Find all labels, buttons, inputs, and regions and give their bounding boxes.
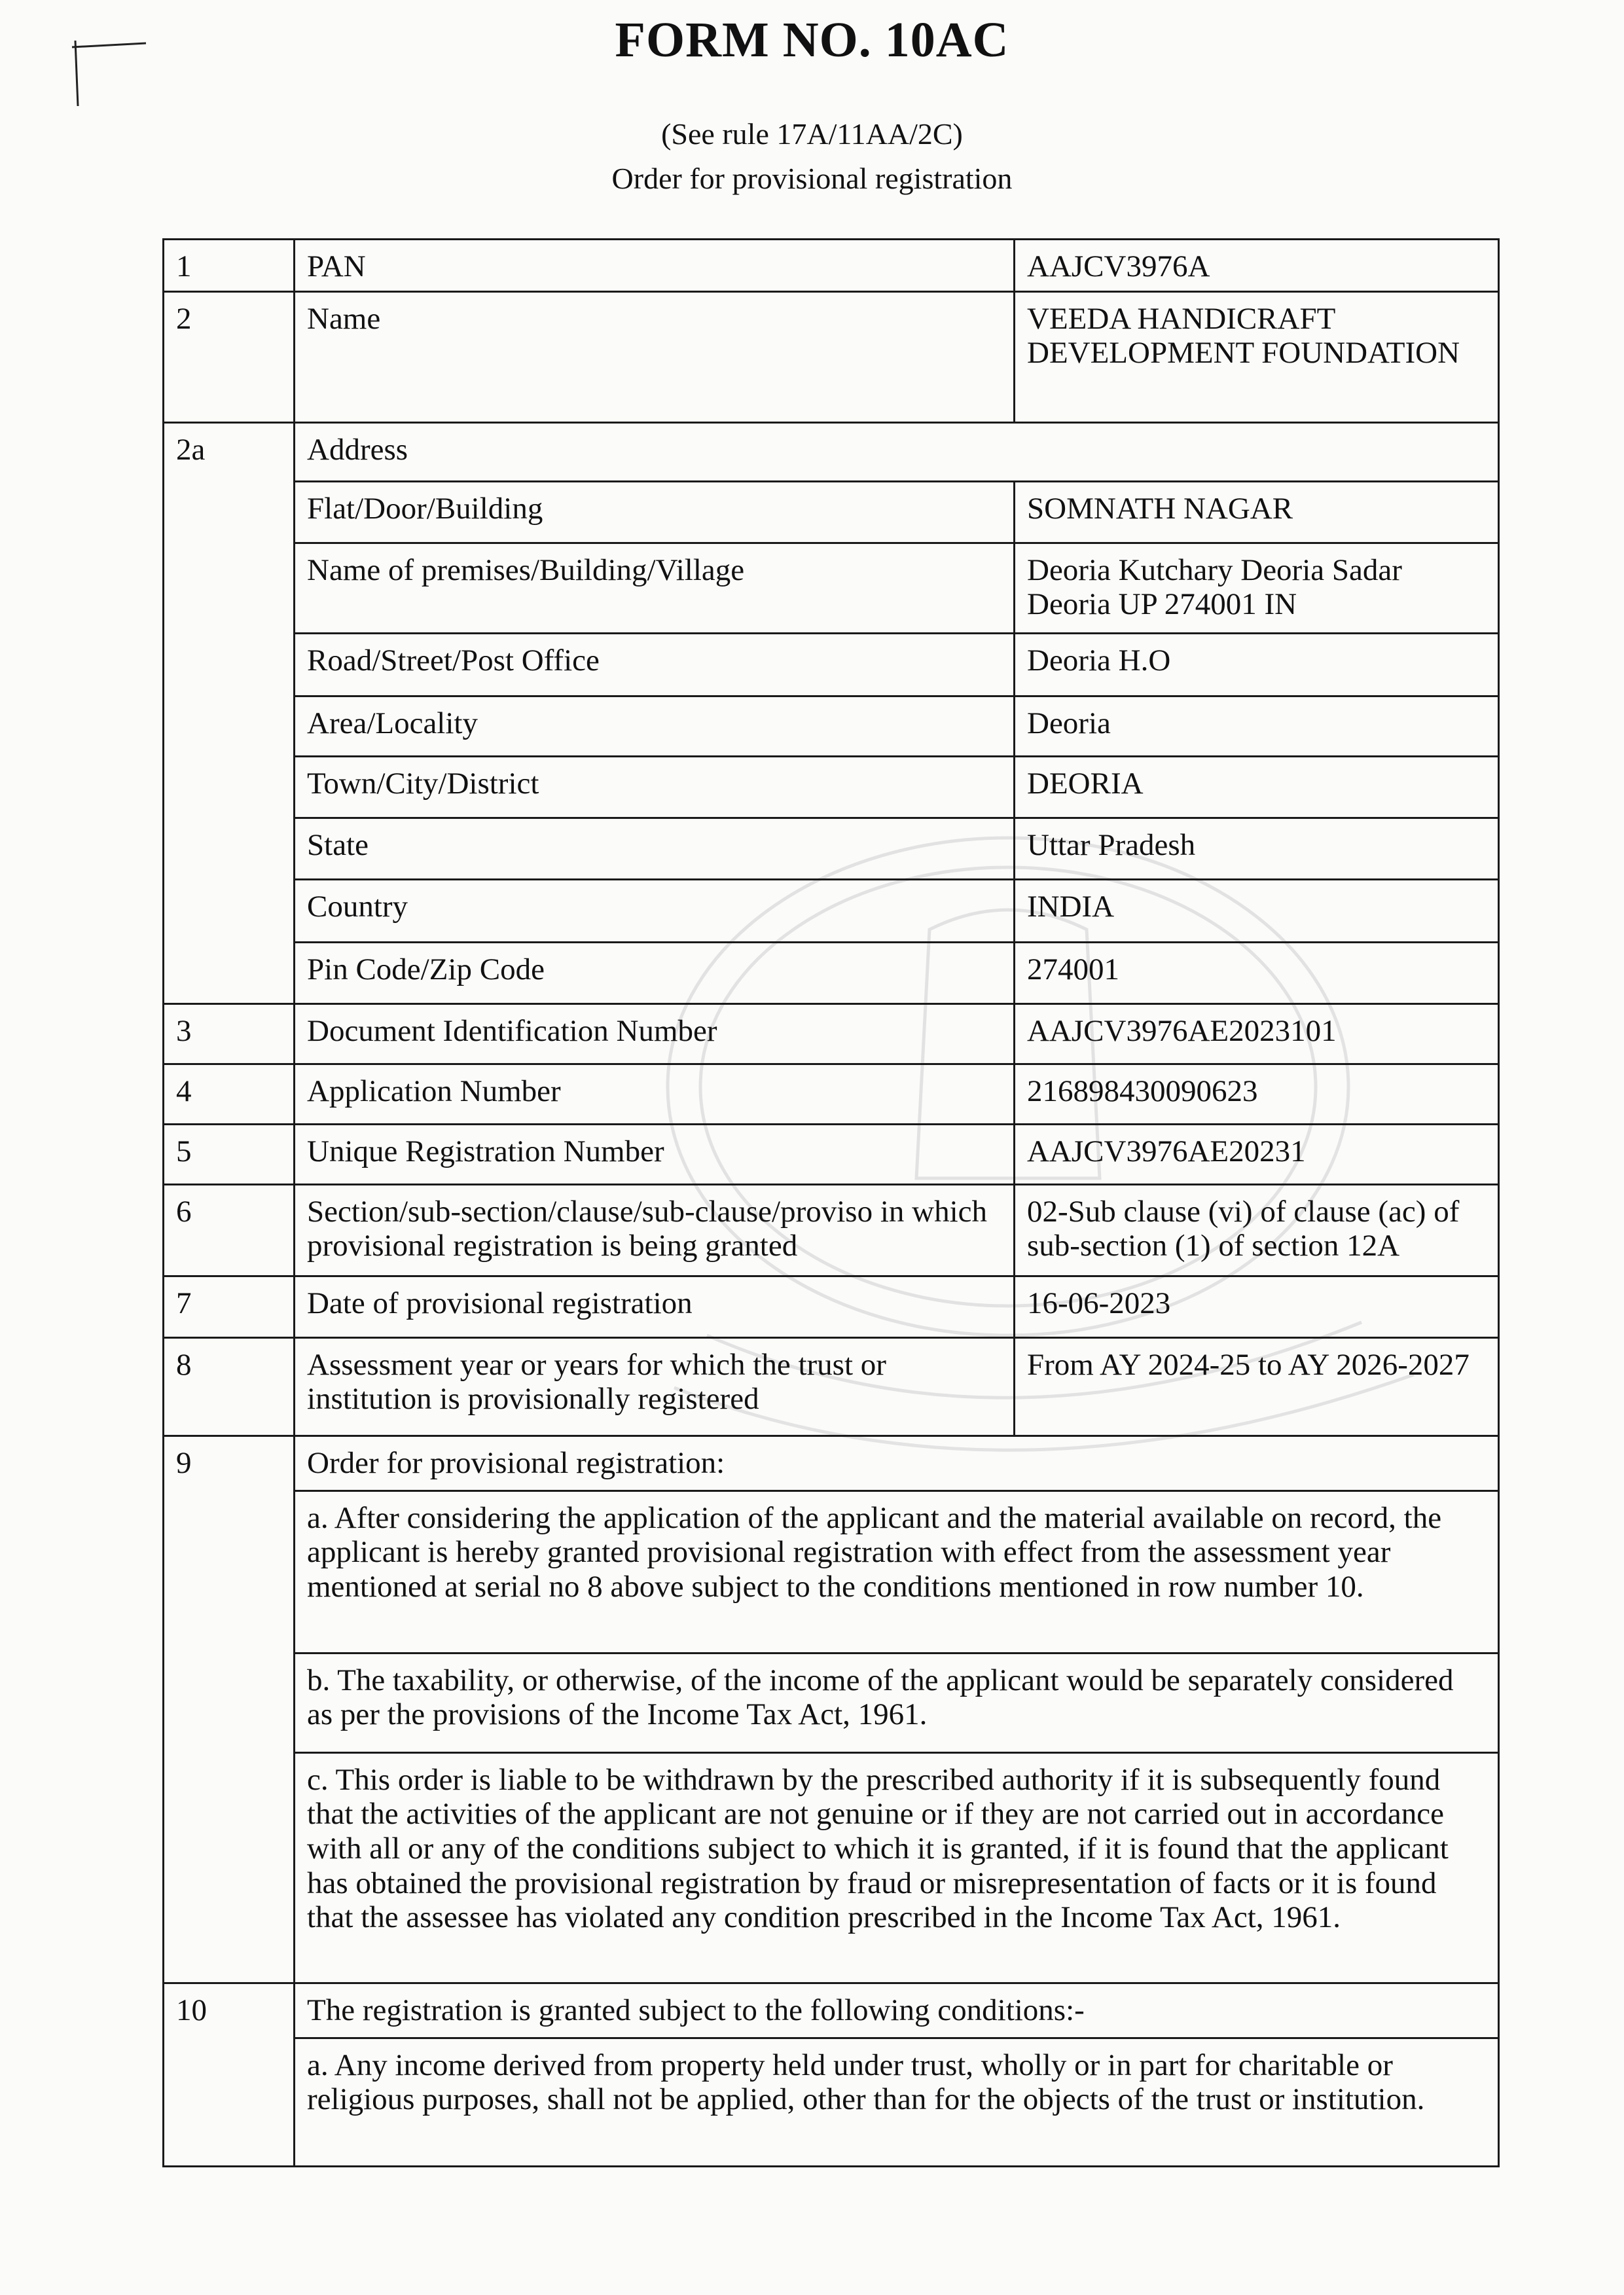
conditions-paragraph	[164, 2038, 1499, 2166]
row-label: Unique Registration Number	[295, 1124, 1015, 1184]
address-field-value: SOMNATH NAGAR	[1015, 481, 1499, 543]
address-field-label: State	[295, 818, 1015, 879]
row-order-heading	[164, 1436, 1499, 1491]
form-title: FORM NO. 10AC	[615, 12, 1009, 67]
order-para-a: a. After considering the application of the applicant and the material available on record, the applicant is hereby granted provisional registration with effect from the assessment year mentioned at serial no 8 above subject to the conditions mentioned in row number 10.	[295, 1491, 1499, 1653]
row-number: 6	[164, 1184, 295, 1276]
row-number: 1	[164, 240, 295, 292]
row-number: 3	[164, 1003, 295, 1064]
application-value: 216898430090623	[1015, 1064, 1499, 1124]
row-name	[164, 291, 1499, 422]
order-para-c: c. This order is liable to be withdrawn by the prescribed authority if it is subsequently found that the activities of the applicant are not genuine or if they are not carried out in accordance with all or any of the conditions subject to which it is granted, if it is found that the applicant has obtained the provisional registration by fraud or misrepresentation of facts or it is found that the assessee has violated any condition prescribed in the Income Tax Act, 1961.	[295, 1752, 1499, 1983]
address-field-label: Flat/Door/Building	[295, 481, 1015, 543]
row-label: Document Identification Number	[295, 1003, 1015, 1064]
row-number: 7	[164, 1276, 295, 1337]
conditions-heading: The registration is granted subject to the following conditions:-	[295, 1983, 1499, 2038]
address-field-label: Town/City/District	[295, 756, 1015, 818]
address-field-value: Deoria	[1015, 696, 1499, 756]
section-value: 02-Sub clause (vi) of clause (ac) of sub-section (1) of section 12A	[1015, 1184, 1499, 1276]
row-label: Assessment year or years for which the trust or institution is provisionally registered	[295, 1337, 1015, 1436]
row-conditions-heading	[164, 1983, 1499, 2038]
row-application	[164, 1064, 1499, 1124]
row-urn	[164, 1124, 1499, 1184]
form-rule: (See rule 17A/11AA/2C)	[661, 117, 963, 151]
row-number: 9	[164, 1436, 295, 1983]
row-number: 10	[164, 1983, 295, 2166]
urn-value: AAJCV3976AE20231	[1015, 1124, 1499, 1184]
address-field-row	[164, 481, 1499, 543]
address-label: Address	[295, 422, 1499, 481]
row-section	[164, 1184, 1499, 1276]
address-field-row	[164, 696, 1499, 756]
row-number: 4	[164, 1064, 295, 1124]
address-field-label: Name of premises/Building/Village	[295, 543, 1015, 633]
row-number: 2a	[164, 422, 295, 1003]
order-paragraph	[164, 1491, 1499, 1653]
address-field-label: Country	[295, 879, 1015, 942]
address-field-row	[164, 879, 1499, 942]
pan-value: AAJCV3976A	[1015, 240, 1499, 292]
address-field-label: Area/Locality	[295, 696, 1015, 756]
address-field-label: Road/Street/Post Office	[295, 633, 1015, 696]
address-field-row	[164, 543, 1499, 633]
address-field-value: DEORIA	[1015, 756, 1499, 818]
row-date	[164, 1276, 1499, 1337]
address-field-value: 274001	[1015, 942, 1499, 1003]
order-heading: Order for provisional registration:	[295, 1436, 1499, 1491]
address-field-row	[164, 756, 1499, 818]
address-field-value: INDIA	[1015, 879, 1499, 942]
address-field-label: Pin Code/Zip Code	[295, 942, 1015, 1003]
row-label: Section/sub-section/clause/sub-clause/proviso in which provisional registration is being granted	[295, 1184, 1015, 1276]
order-paragraph	[164, 1752, 1499, 1983]
row-number: 2	[164, 291, 295, 422]
row-din	[164, 1003, 1499, 1064]
row-number: 5	[164, 1124, 295, 1184]
row-label: Application Number	[295, 1064, 1015, 1124]
row-label: Name	[295, 291, 1015, 422]
date-value: 16-06-2023	[1015, 1276, 1499, 1337]
address-field-row	[164, 818, 1499, 879]
din-value: AAJCV3976AE2023101	[1015, 1003, 1499, 1064]
address-field-value: Uttar Pradesh	[1015, 818, 1499, 879]
address-field-row	[164, 633, 1499, 696]
order-para-b: b. The taxability, or otherwise, of the income of the applicant would be separately considered as per the provisions of the Income Tax Act, 1961.	[295, 1653, 1499, 1752]
ay-value: From AY 2024-25 to AY 2026-2027	[1015, 1337, 1499, 1436]
address-field-row	[164, 942, 1499, 1003]
row-label: Date of provisional registration	[295, 1276, 1015, 1337]
form-subtitle: Order for provisional registration	[611, 162, 1013, 195]
address-field-value: Deoria H.O	[1015, 633, 1499, 696]
registration-table	[162, 238, 1500, 2167]
name-value: VEEDA HANDICRAFT DEVELOPMENT FOUNDATION	[1015, 291, 1499, 422]
order-paragraph	[164, 1653, 1499, 1752]
condition-para-a: a. Any income derived from property held under trust, wholly or in part for charitable or religious purposes, shall not be applied, other than for the objects of the trust or institution.	[295, 2038, 1499, 2166]
row-address-heading	[164, 422, 1499, 481]
row-pan	[164, 240, 1499, 292]
row-label: PAN	[295, 240, 1015, 292]
address-field-value: Deoria Kutchary Deoria Sadar Deoria UP 274001 IN	[1015, 543, 1499, 633]
row-number: 8	[164, 1337, 295, 1436]
row-ay	[164, 1337, 1499, 1436]
